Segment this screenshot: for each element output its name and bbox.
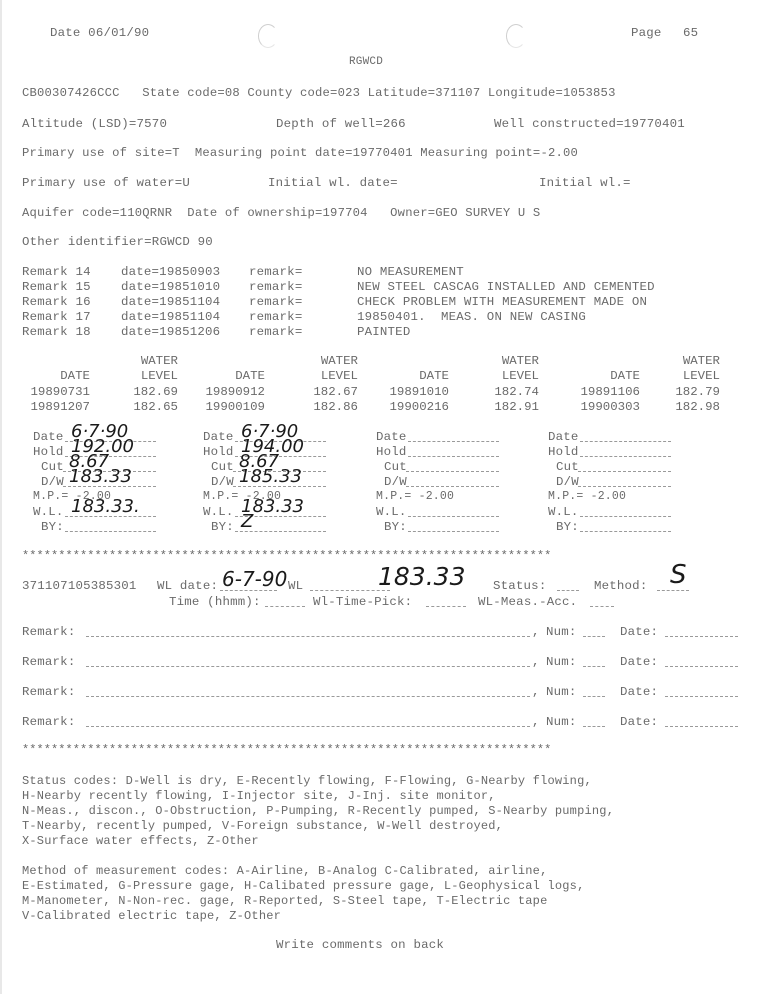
form-label-dw: D/W	[211, 475, 234, 489]
field-wl-value: 183.33	[241, 496, 304, 517]
field-cut-value: 8.67	[69, 451, 110, 472]
field-wl-input[interactable]	[408, 506, 499, 517]
remark-num-label: Num:	[546, 655, 577, 669]
meas-acc-field[interactable]	[590, 596, 614, 607]
remark-line-comma: ,	[532, 625, 540, 639]
table-cell-date: 19891010	[389, 385, 449, 399]
field-cut-input[interactable]	[406, 461, 499, 472]
table-cell-date: 19891207	[30, 400, 90, 414]
form-label-date: Date	[33, 430, 64, 444]
form-label-wl: W.L.	[33, 505, 64, 519]
wl-date-value: 6-7-90	[222, 567, 288, 591]
remark-label: Remark 16	[22, 295, 91, 309]
remark-label: Remark 17	[22, 310, 91, 324]
remark-line-label: Remark:	[22, 685, 76, 699]
table-cell-level: 182.74	[494, 385, 539, 399]
page-number: 65	[683, 26, 699, 40]
table-header-date: DATE	[419, 369, 449, 383]
remark-line-comma: ,	[532, 685, 540, 699]
table-cell-level: 182.67	[313, 385, 358, 399]
site-number: 371107105385301	[22, 579, 137, 593]
form-label-mp: M.P.= -2.00	[33, 490, 112, 503]
table-cell-date: 19900109	[205, 400, 265, 414]
field-date-value: 6·7·90	[241, 421, 299, 442]
field-hold-value: 192.00	[71, 436, 134, 457]
separator-top: *************************************************************************	[22, 549, 552, 563]
form-label-hold: Hold	[376, 445, 407, 459]
wl-value: 183.33	[378, 562, 466, 591]
form-label-cut: Cut	[556, 460, 579, 474]
table-cell-level: 182.65	[133, 400, 178, 414]
form-label-cut: Cut	[211, 460, 234, 474]
table-header-water: WATER	[320, 354, 358, 368]
form-label-wl: W.L.	[376, 505, 407, 519]
field-date-value: 6·7·90	[71, 421, 129, 442]
form-label-by: BY:	[556, 520, 579, 534]
remark-date: date=19851010	[121, 280, 221, 294]
remark-date-label: Date:	[620, 655, 659, 669]
form-label-mp: M.P.= -2.00	[548, 490, 627, 503]
water-level-table	[0, 354, 768, 416]
time-label: Time (hhmm):	[169, 595, 261, 609]
remark-label: Remark 15	[22, 280, 91, 294]
wl-label: WL	[288, 579, 304, 593]
remark-num-input[interactable]	[583, 716, 605, 727]
form-label-dw: D/W	[41, 475, 64, 489]
status-code-line: H-Nearby recently flowing, I-Injector site, J-Inj. site monitor,	[22, 789, 496, 803]
table-header-date: DATE	[60, 369, 90, 383]
separator-bottom: *************************************************************************	[22, 743, 552, 757]
field-dw-value: 185.33	[239, 466, 302, 487]
table-header-date: DATE	[235, 369, 265, 383]
form-label-by: BY:	[211, 520, 234, 534]
status-code-line: T-Nearby, recently pumped, V-Foreign substance, W-Well destroyed,	[22, 819, 504, 833]
form-label-by: BY:	[41, 520, 64, 534]
table-cell-date: 19891106	[580, 385, 640, 399]
remark-text: PAINTED	[357, 325, 411, 339]
report-title: RGWCD	[349, 56, 384, 68]
field-cut-value: 8.67	[239, 451, 280, 472]
status-code-line: Status codes: D-Well is dry, E-Recently flowing, F-Flowing, G-Nearby flowing,	[22, 774, 592, 788]
site-id-line: CB00307426CCC State code=08 County code=023 Latitude=371107 Longitude=1053853	[22, 86, 616, 100]
method-code-line: Method of measurement codes: A-Airline, B-Analog C-Calibrated, airline,	[22, 864, 548, 878]
remark-line-input[interactable]	[86, 686, 530, 697]
field-hold-input[interactable]	[408, 446, 499, 457]
wl-date-label: WL date:	[157, 579, 219, 593]
remark-date-input[interactable]	[665, 626, 738, 637]
altitude: Altitude (LSD)=7570	[22, 117, 168, 131]
time-pick-field[interactable]	[426, 596, 466, 607]
remark-num-input[interactable]	[583, 626, 605, 637]
form-label-date: Date	[376, 430, 407, 444]
method-code-line: E-Estimated, G-Pressure gage, H-Calibated pressure gage, L-Geophysical logs,	[22, 879, 585, 893]
field-by-input[interactable]	[65, 521, 156, 532]
table-cell-level: 182.91	[494, 400, 539, 414]
table-cell-level: 182.69	[133, 385, 178, 399]
remark-date: date=19850903	[121, 265, 221, 279]
table-cell-date: 19890731	[30, 385, 90, 399]
remark-date-input[interactable]	[665, 686, 738, 697]
form-label-mp: M.P.= -2.00	[376, 490, 455, 503]
punch-hole-right	[506, 24, 526, 48]
form-label-by: BY:	[384, 520, 407, 534]
meas-acc-label: WL-Meas.-Acc.	[478, 595, 578, 609]
depth-of-well: Depth of well=266	[276, 117, 406, 131]
primary-use-water: Primary use of water=U	[22, 176, 190, 190]
remark-line-label: Remark:	[22, 625, 76, 639]
remark-num-input[interactable]	[583, 686, 605, 697]
footer-note: Write comments on back	[276, 938, 444, 952]
remark-label: Remark 18	[22, 325, 91, 339]
table-cell-date: 19890912	[205, 385, 265, 399]
field-date-input[interactable]	[580, 431, 671, 442]
remark-num-input[interactable]	[583, 656, 605, 667]
form-label-date: Date	[203, 430, 234, 444]
remark-date: date=19851206	[121, 325, 221, 339]
table-header-date: DATE	[610, 369, 640, 383]
page-edge	[0, 0, 2, 994]
remark-label: Remark 14	[22, 265, 91, 279]
table-header-level: LEVEL	[682, 369, 720, 383]
remark-date-label: Date:	[620, 625, 659, 639]
field-cut-input[interactable]	[578, 461, 671, 472]
remark-date-input[interactable]	[665, 716, 738, 727]
table-cell-date: 19900303	[580, 400, 640, 414]
aquifer-line: Aquifer code=110QRNR Date of ownership=197704 Owner=GEO SURVEY U S	[22, 206, 541, 220]
remark-text: 19850401. MEAS. ON NEW CASING	[357, 310, 587, 324]
table-header-water: WATER	[501, 354, 539, 368]
remark-line-comma: ,	[532, 655, 540, 669]
primary-use-site-line: Primary use of site=T Measuring point date=19770401 Measuring point=-2.00	[22, 146, 579, 160]
method-value: S	[670, 560, 687, 590]
form-label-wl: W.L.	[548, 505, 579, 519]
table-header-water: WATER	[682, 354, 720, 368]
remark-date: date=19851104	[121, 310, 221, 324]
remark-line-input[interactable]	[86, 716, 530, 727]
field-wl-input[interactable]	[580, 506, 671, 517]
field-by-input[interactable]	[580, 521, 671, 532]
field-by-input[interactable]	[408, 521, 499, 532]
method-code-line: V-Calibrated electric tape, Z-Other	[22, 909, 282, 923]
form-label-hold: Hold	[203, 445, 234, 459]
field-hold-value: 194.00	[241, 436, 304, 457]
field-date-input[interactable]	[408, 431, 499, 442]
table-cell-level: 182.98	[675, 400, 720, 414]
field-hold-input[interactable]	[580, 446, 671, 457]
method-code-line: M-Manometer, N-Non-rec. gage, R-Reported, S-Steel tape, T-Electric tape	[22, 894, 548, 908]
remark-date-label: Date:	[620, 715, 659, 729]
table-header-level: LEVEL	[501, 369, 539, 383]
field-dw-input[interactable]	[406, 476, 499, 487]
field-by-value: Z	[241, 511, 254, 532]
status-label: Status:	[493, 579, 547, 593]
remark-line-comma: ,	[532, 715, 540, 729]
form-label-dw: D/W	[556, 475, 579, 489]
remark-line-label: Remark:	[22, 715, 76, 729]
remark-num-label: Num:	[546, 715, 577, 729]
field-dw-value: 183.33	[69, 466, 132, 487]
punch-hole-left	[258, 24, 278, 48]
well-constructed: Well constructed=19770401	[494, 117, 685, 131]
method-label: Method:	[594, 579, 648, 593]
remark-date-input[interactable]	[665, 656, 738, 667]
form-label-cut: Cut	[384, 460, 407, 474]
initial-wl: Initial wl.=	[539, 176, 631, 190]
field-dw-input[interactable]	[578, 476, 671, 487]
time-pick-label: Wl-Time-Pick:	[313, 595, 413, 609]
report-date: Date 06/01/90	[50, 26, 150, 40]
remark-num-label: Num:	[546, 685, 577, 699]
table-header-level: LEVEL	[320, 369, 358, 383]
form-label-mp: M.P.= -2.00	[203, 490, 282, 503]
table-header-level: LEVEL	[140, 369, 178, 383]
table-cell-level: 182.79	[675, 385, 720, 399]
remark-date: date=19851104	[121, 295, 221, 309]
remark-text: NEW STEEL CASCAG INSTALLED AND CEMENTED	[357, 280, 655, 294]
initial-wl-date: Initial wl. date=	[268, 176, 398, 190]
form-label-date: Date	[548, 430, 579, 444]
remark-text: NO MEASUREMENT	[357, 265, 464, 279]
field-wl-value: 183.33.	[71, 496, 140, 517]
form-label-hold: Hold	[548, 445, 579, 459]
remark-line-input[interactable]	[86, 626, 530, 637]
table-cell-date: 19900216	[389, 400, 449, 414]
form-label-wl: W.L.	[203, 505, 234, 519]
status-code-line: N-Meas., discon., O-Obstruction, P-Pumping, R-Recently pumped, S-Nearby pumping,	[22, 804, 615, 818]
other-identifier: Other identifier=RGWCD 90	[22, 235, 213, 249]
form-label-cut: Cut	[41, 460, 64, 474]
remark-date-label: Date:	[620, 685, 659, 699]
table-header-water: WATER	[140, 354, 178, 368]
remark-text: CHECK PROBLEM WITH MEASUREMENT MADE ON	[357, 295, 648, 309]
status-code-line: X-Surface water effects, Z-Other	[22, 834, 259, 848]
form-label-dw: D/W	[384, 475, 407, 489]
remark-key: remark=	[249, 280, 303, 294]
remark-line-label: Remark:	[22, 655, 76, 669]
table-cell-level: 182.86	[313, 400, 358, 414]
time-field[interactable]	[265, 596, 305, 607]
status-field[interactable]	[557, 580, 579, 591]
remark-key: remark=	[249, 295, 303, 309]
remark-key: remark=	[249, 265, 303, 279]
remark-line-input[interactable]	[86, 656, 530, 667]
remark-num-label: Num:	[546, 625, 577, 639]
remark-key: remark=	[249, 325, 303, 339]
remark-key: remark=	[249, 310, 303, 324]
form-label-hold: Hold	[33, 445, 64, 459]
page-label: Page	[631, 26, 662, 40]
